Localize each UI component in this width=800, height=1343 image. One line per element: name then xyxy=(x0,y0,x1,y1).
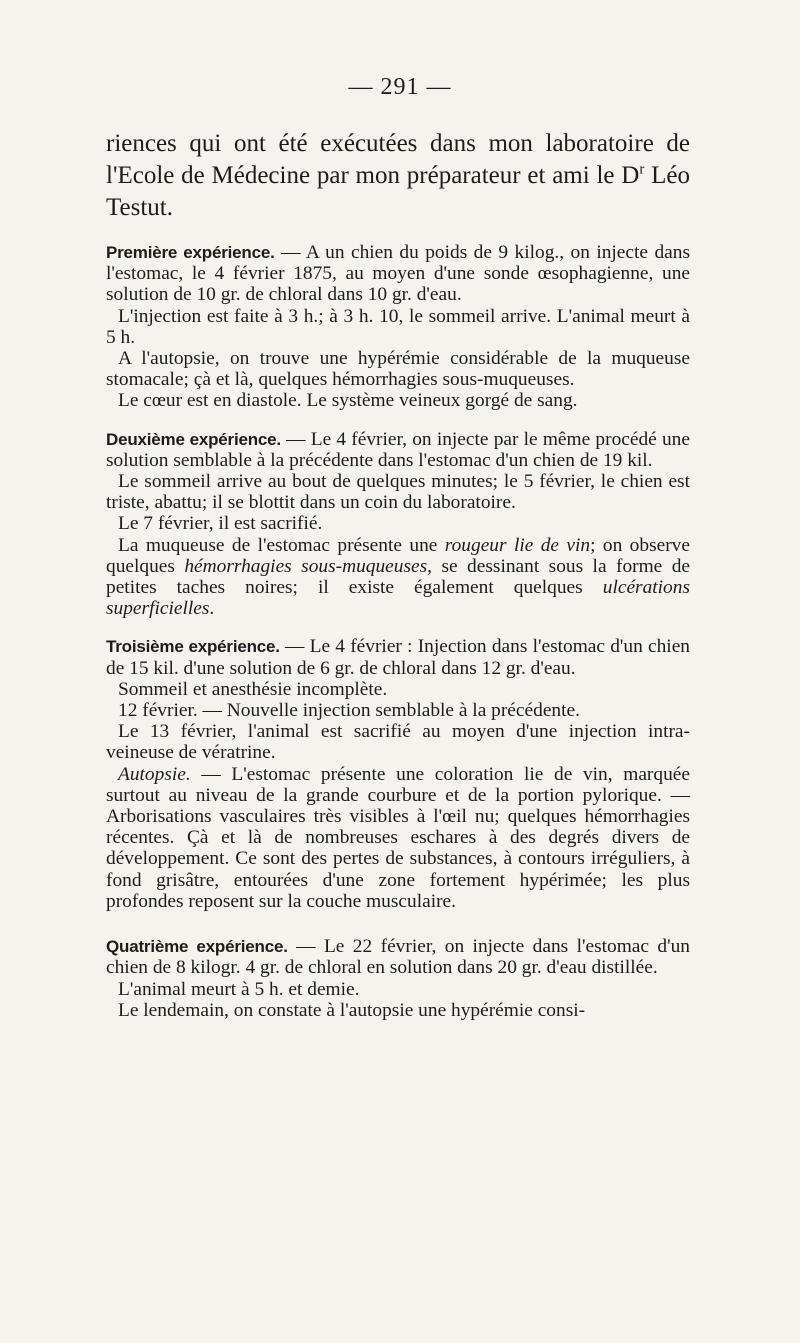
experience-heading: Quatrième expérience. xyxy=(106,937,288,957)
paragraph: Le 13 février, l'animal est sacrifié au moyen d'une injection intra-veineuse de vératrine. xyxy=(106,721,690,764)
intro-text-end: Léo Testut. xyxy=(106,162,690,221)
paragraph: Le sommeil arrive au bout de quelques minutes; le 5 février, le chien est triste, abattu; il se blottit dans un coin du laboratoire. xyxy=(106,471,690,514)
experience-lead-text: — Le 22 février, on injecte dans l'estomac d'un chien de 8 kilogr. 4 gr. de chloral en solution dans 20 gr. d'eau distillée. xyxy=(106,936,690,979)
experience-heading: Troisième expérience. xyxy=(106,637,280,657)
experience-lead-text: — A un chien du poids de 9 kilog., on injecte dans l'estomac, le 4 février 1875, au moyen d'une sonde œsophagienne, une solution de 10 gr. de chloral dans 10 gr. d'eau. xyxy=(106,242,690,306)
experience-lead xyxy=(106,429,690,471)
autopsy-paragraph xyxy=(106,764,690,912)
italic-phrase: hémorrhagies sous-muqueuses, xyxy=(184,555,433,577)
experience-lead-text: — Le 4 février, on injecte par le même procédé une solution semblable à la précédente dans l'estomac d'un chien de 19 kil. xyxy=(106,428,690,471)
experience-1 xyxy=(106,242,690,412)
experience-4 xyxy=(106,936,690,1021)
experience-lead xyxy=(106,242,690,306)
experience-heading: Première expérience. xyxy=(106,243,275,262)
paragraph: L'animal meurt à 5 h. et demie. xyxy=(118,978,360,1000)
experience-lead xyxy=(106,636,690,678)
experience-heading: Deuxième expérience. xyxy=(106,429,281,449)
experience-lead xyxy=(106,936,690,978)
paragraph: A l'autopsie, on trouve une hypérémie considérable de la muqueuse stomacale; çà et là, quelques hémorrhagies sous-muqueuses. xyxy=(106,348,690,391)
italic-phrase: Autopsie. xyxy=(118,763,191,785)
doctor-superscript: r xyxy=(639,161,645,178)
experience-lead-text: — Le 4 février : Injection dans l'estomac d'un chien de 15 kil. d'une solution de 6 gr. de chloral dans 12 gr. d'eau. xyxy=(106,636,690,679)
text-run: . xyxy=(209,598,215,620)
paragraph: L'injection est faite à 3 h.; à 3 h. 10, le sommeil arrive. L'animal meurt à 5 h. xyxy=(106,305,690,348)
text-run: La muqueuse de l'estomac présente une xyxy=(118,534,445,556)
italic-phrase: rougeur lie de vin xyxy=(444,534,591,556)
intro-text: riences qui ont été exécutées dans mon laboratoire de l'Ecole de Médecine par mon préparateur et ami le D xyxy=(106,130,690,189)
italic-phrase: ulcérations superficielles xyxy=(106,577,690,620)
paragraph: Le 7 février, il est sacrifié. xyxy=(118,513,323,535)
paragraph: 12 février. — Nouvelle injection semblable à la précédente. xyxy=(118,700,580,722)
text-run: se dessinant sous la forme de petites taches noires; il existe également quelques xyxy=(106,555,691,599)
page-number: — 291 — xyxy=(348,74,452,100)
text-run: ; on observe quelques xyxy=(106,534,690,577)
experience-2 xyxy=(106,429,690,620)
paragraph: Sommeil et anesthésie incomplète. xyxy=(118,678,388,700)
intro-paragraph xyxy=(106,128,690,224)
paragraph xyxy=(106,535,690,620)
paragraph: Le lendemain, on constate à l'autopsie une hypérémie consi- xyxy=(118,999,586,1021)
page-body xyxy=(106,128,690,1021)
text-run: — L'estomac présente une coloration lie de vin, marquée surtout au niveau de la grande courbure et de la portion pylorique. — Arborisations vasculaires très visibles à l'œil nu; quelques hémorrhagies récentes. Çà et là de nombreuses eschares à des degrés divers de développement. Ce sont des pertes de substances, à contours irréguliers, à fond grisâtre, entourées d'une zone fortement hypérimée; les plus profondes reposent sur la couche musculaire. xyxy=(106,763,690,912)
experience-3 xyxy=(106,636,690,912)
paragraph: Le cœur est en diastole. Le système veineux gorgé de sang. xyxy=(118,390,578,412)
